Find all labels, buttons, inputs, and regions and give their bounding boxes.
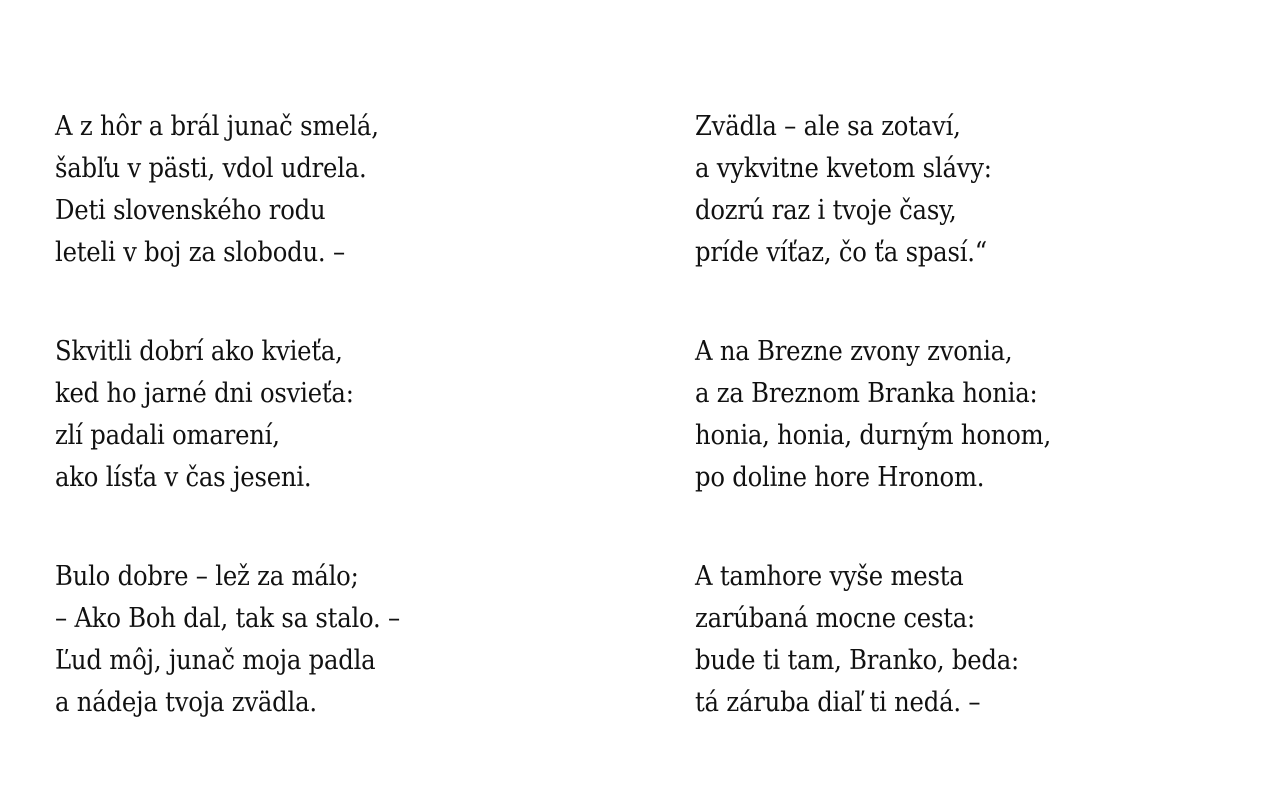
verse-line: ked ho jarné dni osvieťa: <box>55 378 354 409</box>
verse-line: A tamhore vyše mesta <box>695 561 964 592</box>
stanza-5 <box>695 331 1255 499</box>
verse-line: a nádeja tvoja zvädla. <box>55 687 317 718</box>
verse-line: a vykvitne kvetom slávy: <box>695 153 992 184</box>
stanza-6 <box>695 556 1255 724</box>
left-column <box>55 106 615 781</box>
verse-line: ako lísťa v čas jeseni. <box>55 462 312 493</box>
stanza-3 <box>55 556 615 724</box>
verse-line: príde víťaz, čo ťa spasí.“ <box>695 237 988 268</box>
verse-line: tá záruba diaľ ti nedá. – <box>695 687 981 718</box>
verse-line: Zvädla – ale sa zotaví, <box>695 111 961 142</box>
verse-line: zlí padali omarení, <box>55 420 280 451</box>
verse-line: – Ako Boh dal, tak sa stalo. – <box>55 603 400 634</box>
stanza-2 <box>55 331 615 499</box>
verse-line: Bulo dobre – lež za málo; <box>55 561 359 592</box>
verse-line: dozrú raz i tvoje časy, <box>695 195 957 226</box>
verse-line: Ľud môj, junač moja padla <box>55 645 376 676</box>
verse-line: zarúbaná mocne cesta: <box>695 603 976 634</box>
verse-line: A na Brezne zvony zvonia, <box>695 336 1013 367</box>
verse-line: bude ti tam, Branko, beda: <box>695 645 1020 676</box>
right-column <box>695 106 1255 781</box>
verse-line: Skvitli dobrí ako kvieťa, <box>55 336 343 367</box>
verse-line: Deti slovenského rodu <box>55 195 326 226</box>
verse-line: A z hôr a brál junač smelá, <box>55 111 379 142</box>
verse-line: leteli v boj za slobodu. – <box>55 237 345 268</box>
verse-line: a za Breznom Branka honia: <box>695 378 1038 409</box>
stanza-4 <box>695 106 1255 274</box>
verse-line: po doline hore Hronom. <box>695 462 985 493</box>
stanza-1 <box>55 106 615 274</box>
verse-line: honia, honia, durným honom, <box>695 420 1051 451</box>
verse-line: šabľu v pästi, vdol udrela. <box>55 153 367 184</box>
